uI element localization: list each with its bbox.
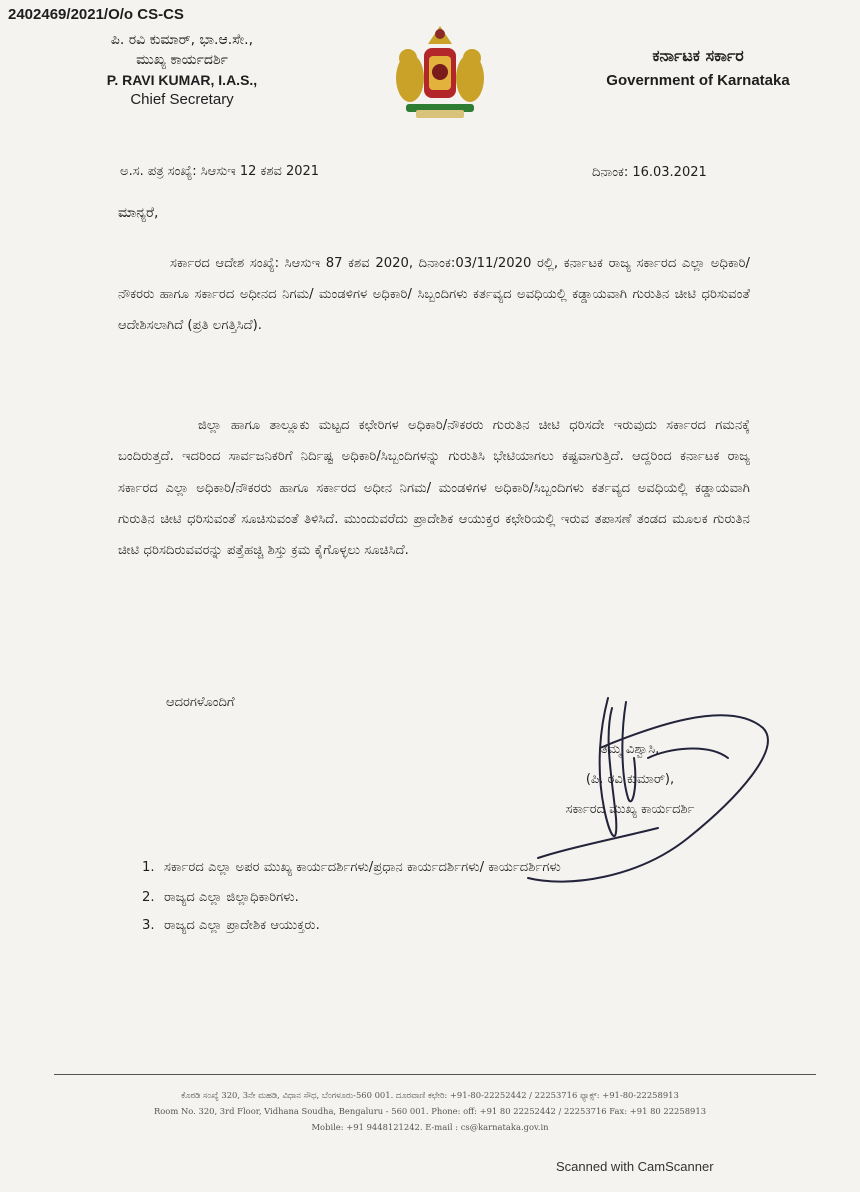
list-item-number: 3. bbox=[142, 918, 155, 933]
government-name-kannada: ಕರ್ನಾಟಕ ಸರ್ಕಾರ bbox=[652, 46, 744, 65]
list-item bbox=[142, 916, 762, 936]
salutation: ಮಾನ್ಯರೆ, bbox=[118, 205, 159, 221]
karnataka-state-emblem-icon bbox=[388, 22, 492, 122]
sender-title: Chief Secretary bbox=[130, 91, 234, 108]
signature-yours-faithfully: ತಮ್ಮ ವಿಶ್ವಾಸಿ, bbox=[600, 742, 660, 757]
footer-address bbox=[30, 1087, 830, 1135]
scanner-watermark: Scanned with CamScanner bbox=[556, 1159, 714, 1174]
sender-block bbox=[62, 30, 302, 110]
footer-line-address: Room No. 320, 3rd Floor, Vidhana Soudha, Bengaluru - 560 001. Phone: off: +91 80 22252442 / 22253716 Fax: +91 80 22258913 bbox=[153, 1106, 707, 1116]
list-item bbox=[142, 858, 762, 878]
government-header bbox=[578, 46, 818, 89]
signatory-title: ಸರ್ಕಾರದ ಮುಖ್ಯ ಕಾರ್ಯದರ್ಶಿ bbox=[565, 802, 695, 817]
list-item bbox=[142, 888, 762, 908]
reference-number: 2402469/2021/O/o CS-CS bbox=[8, 6, 184, 23]
body-paragraph-1: ಸರ್ಕಾರದ ಆದೇಶ ಸಂಖ್ಯೆ: ಸಿಆಸುಇ 87 ಕಶವ 2020, ದಿನಾಂಕ:03/11/2020 ರಲ್ಲಿ, ಕರ್ನಾಟಕ ರಾಜ್ಯ ಸರ್ಕಾರದ ಎಲ್ಲಾ ಅಧಿಕಾರಿ/ನೌಕರರು ಹಾಗೂ ಸರ್ಕಾರದ ಅಧೀನದ ನಿಗಮ/ ಮಂಡಳಿಗಳ ಅಧಿಕಾರಿ/ ಸಿಬ್ಬಂದಿಗಳು ಕರ್ತವ್ಯದ ಅವಧಿಯಲ್ಲಿ ಕಡ್ಡಾಯವಾಗಿ ಗುರುತಿನ ಚೀಟಿ ಧರಿಸುವಂತೆ ಆದೇಶಿಸಲಾಗಿದೆ (ಪ್ರತಿ ಲಗತ್ತಿಸಿದೆ). bbox=[118, 256, 750, 333]
list-item-text: ರಾಜ್ಯದ ಎಲ್ಲಾ ಜಿಲ್ಲಾಧಿಕಾರಿಗಳು. bbox=[164, 890, 299, 905]
body-paragraph-2: ಜಿಲ್ಲಾ ಹಾಗೂ ತಾಲ್ಲೂಕು ಮಟ್ಟದ ಕಛೇರಿಗಳ ಅಧಿಕಾರಿ/ನೌಕರರು ಗುರುತಿನ ಚೀಟಿ ಧರಿಸದೇ ಇರುವುದು ಸರ್ಕಾರದ ಗಮನಕ್ಕೆ ಬಂದಿರುತ್ತದೆ. ಇದರಿಂದ ಸಾರ್ವಜನಿಕರಿಗೆ ನಿರ್ದಿಷ್ಟ ಅಧಿಕಾರಿ/ಸಿಬ್ಬಂದಿಗಳನ್ನು ಗುರುತಿಸಿ ಭೇಟಿಯಾಗಲು ಕಷ್ಟವಾಗುತ್ತಿದೆ. ಆದ್ದರಿಂದ ಕರ್ನಾಟಕ ರಾಜ್ಯ ಸರ್ಕಾರದ ಎಲ್ಲಾ ಅಧಿಕಾರಿ/ನೌಕರರು ಹಾಗೂ ಸರ್ಕಾರದ ಅಧೀನ ನಿಗಮ/ ಮಂಡಳಿಗಳ ಅಧಿಕಾರಿ/ಸಿಬ್ಬಂದಿಗಳು ಕರ್ತವ್ಯದ ಅವಧಿಯಲ್ಲಿ ಕಡ್ಡಾಯವಾಗಿ ಗುರುತಿನ ಚೀಟಿ ಧರಿಸುವಂತೆ ಸೂಚಿಸುವಂತೆ ತಿಳಿಸಿದೆ. ಮುಂದುವರೆದು ಪ್ರಾದೇಶಿಕ ಆಯುಕ್ತರ ಕಛೇರಿಯಲ್ಲಿ ಇರುವ ತಪಾಸಣೆ ತಂಡದ ಮೂಲಕ ಗುರುತಿನ ಚೀಟಿ ಧರಿಸದಿರುವವರನ್ನು ಪತ್ತೆಹಚ್ಚಿ ಶಿಸ್ತು ಕ್ರಮ ಕೈಗೊಳ್ಳಲು ಸೂಚಿಸಿದೆ. bbox=[118, 418, 751, 559]
sender-title-kannada: ಮುಖ್ಯ ಕಾರ್ಯದರ್ಶಿ bbox=[136, 52, 228, 68]
letter-number: ಅ.ಸ. ಪತ್ರ ಸಂಖ್ಯೆ: ಸಿಆಸುಇ 12 ಕಶವ 2021 bbox=[120, 164, 320, 179]
sender-name: P. RAVI KUMAR, I.A.S., bbox=[106, 72, 258, 88]
footer-line-kannada: ಕೊಠಡಿ ಸಂಖ್ಯೆ 320, 3ನೇ ಮಹಡಿ, ವಿಧಾನ ಸೌಧ, ಬೆಂಗಳೂರು-560 001. ದೂರವಾಣಿ ಕಛೇರಿ: +91-80-22252442 / 22253716 ಫ್ಯಾಕ್ಸ್: +91-80-22258913 bbox=[181, 1090, 679, 1100]
list-item-number: 2. bbox=[142, 890, 155, 905]
recipients-list bbox=[142, 858, 762, 944]
sender-name-kannada: ಪಿ. ರವಿ ಕುಮಾರ್, ಭಾ.ಆ.ಸೇ., bbox=[110, 32, 254, 48]
signatory-name: (ಪಿ. ರವಿ ಕುಮಾರ್), bbox=[585, 772, 675, 787]
footer-divider bbox=[54, 1074, 816, 1075]
closing-phrase: ಆದರಗಳೊಂದಿಗೆ bbox=[166, 695, 235, 710]
government-name: Government of Karnataka bbox=[606, 72, 790, 89]
list-item-text: ರಾಜ್ಯದ ಎಲ್ಲಾ ಪ್ರಾದೇಶಿಕ ಆಯುಕ್ತರು. bbox=[164, 918, 320, 933]
footer-line-contact: Mobile: +91 9448121242. E-mail : cs@karnataka.gov.in bbox=[311, 1122, 549, 1132]
list-item-text: ಸರ್ಕಾರದ ಎಲ್ಲಾ ಅಪರ ಮುಖ್ಯ ಕಾರ್ಯದರ್ಶಿಗಳು/ಪ್ರಧಾನ ಕಾರ್ಯದರ್ಶಿಗಳು/ ಕಾರ್ಯದರ್ಶಿಗಳು bbox=[164, 860, 561, 875]
signature-block bbox=[510, 735, 750, 825]
list-item-number: 1. bbox=[142, 860, 155, 875]
letter-date: ದಿನಾಂಕ: 16.03.2021 bbox=[592, 165, 707, 180]
